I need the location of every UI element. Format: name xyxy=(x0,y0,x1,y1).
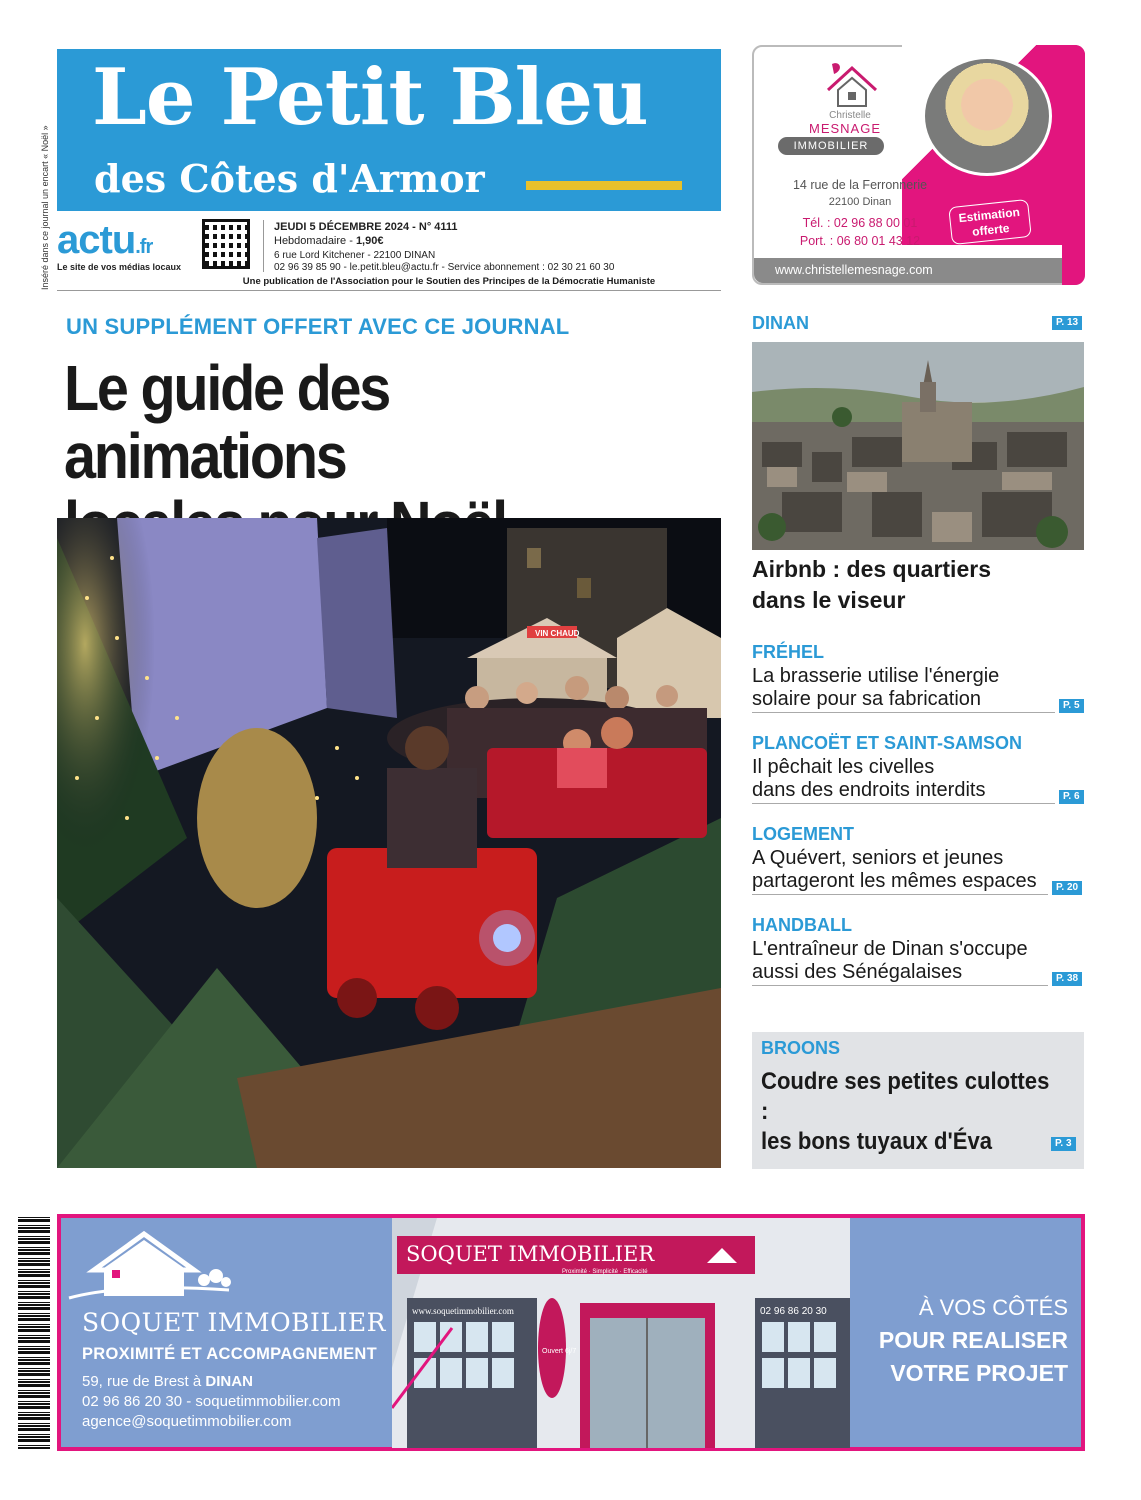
story-kicker-broons: BROONS xyxy=(761,1038,841,1058)
page-tag-dinan[interactable]: P. 13 xyxy=(1052,316,1082,330)
story-kicker-handball: HANDBALL xyxy=(752,915,852,935)
story-title-plancoet-line1: Il pêchait les civelles xyxy=(752,756,935,778)
publisher-line: Une publication de l'Association pour le Soutien des Principes de la Démocratie Humaniste xyxy=(242,276,656,287)
agent-portrait xyxy=(922,56,1052,176)
story-rule-logement xyxy=(752,894,1048,895)
story-title-frehel-line1: La brasserie utilise l'énergie xyxy=(752,665,1000,687)
story-title-logement[interactable] xyxy=(752,847,1082,893)
agent-business: IMMOBILIER xyxy=(778,137,884,155)
ad-pink-band xyxy=(1062,45,1085,285)
soquet-address xyxy=(82,1373,253,1390)
ad-city: 22100 Dinan xyxy=(828,196,892,208)
story-kicker-dinan: DINAN xyxy=(752,313,809,333)
page-tag-handball[interactable]: P. 38 xyxy=(1052,972,1082,986)
barcode xyxy=(18,1217,50,1449)
story-title-frehel-line2: solaire pour sa fabrication xyxy=(752,688,982,710)
qr-code-icon[interactable] xyxy=(202,219,250,269)
newsroom-address: 6 rue Lord Kitchener - 22100 DINAN xyxy=(274,250,436,261)
story-rule-plancoet xyxy=(752,803,1055,804)
estimation-badge-line2: offerte xyxy=(971,221,1011,239)
soquet-house-logo-icon xyxy=(64,1228,234,1308)
actu-logo-text: actu xyxy=(57,218,136,262)
side-note-text: Inséré dans ce journal un encart « Noël » xyxy=(40,125,50,290)
masthead-title: Le Petit Bleu xyxy=(92,52,648,143)
story-title-handball-line2: aussi des Sénégalaises xyxy=(752,961,963,983)
issue-frequency: Hebdomadaire - xyxy=(274,235,356,247)
soquet-claim-line3: VOTRE PROJET xyxy=(890,1360,1068,1386)
story-title-dinan-line2: dans le viseur xyxy=(752,587,906,613)
story-title-broons-line2: les bons tuyaux d'Éva xyxy=(761,1128,993,1155)
agent-last-name: MESNAGE xyxy=(808,121,881,136)
story-kicker-logement: LOGEMENT xyxy=(752,824,854,844)
agent-first-name: Christelle xyxy=(829,110,871,121)
shop-phone-text: 02 96 86 20 30 xyxy=(760,1306,827,1317)
dinan-photo-illustration xyxy=(752,342,1084,550)
story-kicker-plancoet: PLANCOËT ET SAINT-SAMSON xyxy=(752,733,1023,753)
issue-price: 1,90€ xyxy=(355,235,384,247)
page-tag-logement[interactable]: P. 20 xyxy=(1052,881,1082,895)
story-rule-handball xyxy=(752,985,1048,986)
ad-street: 14 rue de la Ferronnerie xyxy=(792,178,928,192)
actu-logo-tld: .fr xyxy=(135,236,153,258)
page-tag-plancoet[interactable]: P. 6 xyxy=(1059,790,1084,804)
story-title-handball-line1: L'entraîneur de Dinan s'occupe xyxy=(752,938,1028,960)
page-tag-frehel[interactable]: P. 5 xyxy=(1059,699,1084,713)
issue-date: JEUDI 5 DÉCEMBRE 2024 - N° 4111 xyxy=(274,221,458,233)
story-title-plancoet[interactable] xyxy=(752,756,1082,802)
story-title-broons[interactable] xyxy=(761,1067,1055,1157)
main-headline-line1: Le guide des animations xyxy=(64,352,390,492)
shop-open-text: Ouvert 6j/7 xyxy=(542,1348,577,1355)
ad-telephone[interactable]: Tél. : 02 96 88 00 01 xyxy=(802,216,918,230)
house-logo-icon xyxy=(822,60,882,112)
soquet-name: SOQUET IMMOBILIER xyxy=(82,1308,386,1337)
main-photo-christmas-train[interactable] xyxy=(57,518,721,1168)
shop-sign-tagline: Proximité · Simplicité · Efficacité xyxy=(562,1269,648,1275)
soquet-claim-line1: À VOS CÔTÉS xyxy=(918,1295,1068,1320)
soquet-address-city: DINAN xyxy=(205,1373,253,1390)
shop-sign-text: SOQUET IMMOBILIER xyxy=(406,1242,655,1266)
soquet-address-street: 59, rue de Brest à xyxy=(82,1373,206,1390)
dinan-aerial-photo[interactable] xyxy=(752,342,1084,550)
story-title-logement-line2: partageront les mêmes espaces xyxy=(752,870,1037,892)
side-note xyxy=(22,110,62,310)
soquet-email[interactable]: agence@soquetimmobilier.com xyxy=(82,1413,292,1430)
ad-website-link[interactable]: www.christellemesnage.com xyxy=(775,263,933,277)
actu-logo[interactable] xyxy=(57,218,152,263)
soquet-phone-web[interactable]: 02 96 86 20 30 - soquetimmobilier.com xyxy=(82,1393,341,1410)
main-kicker: UN SUPPLÉMENT OFFERT AVEC CE JOURNAL xyxy=(66,314,570,339)
story-title-broons-line1: Coudre ses petites culottes : xyxy=(761,1068,1050,1125)
soquet-claim-line2: POUR REALISER xyxy=(878,1327,1068,1353)
story-kicker-frehel: FRÉHEL xyxy=(752,642,824,662)
newsroom-contact: 02 96 39 85 90 - le.petit.bleu@actu.fr - Service abonnement : 02 30 21 60 30 xyxy=(274,262,615,273)
story-title-logement-line1: A Quévert, seniors et jeunes xyxy=(752,847,1004,869)
photo-sign-text: VIN CHAUD xyxy=(535,629,580,638)
shopfront-illustration xyxy=(392,1218,850,1448)
main-photo-illustration xyxy=(57,518,721,1168)
issue-frequency-price xyxy=(274,235,383,247)
estimation-badge-line1: Estimation xyxy=(958,204,1021,226)
actu-tagline: Le site de vos médias locaux xyxy=(57,262,182,272)
ad-mobile[interactable]: Port. : 06 80 01 43 12 xyxy=(799,234,921,248)
story-rule-frehel xyxy=(752,712,1055,713)
soquet-shopfront-photo[interactable] xyxy=(392,1218,850,1448)
masthead-accent-bar xyxy=(526,181,682,190)
soquet-slogan: PROXIMITÉ ET ACCOMPAGNEMENT xyxy=(82,1345,378,1363)
masthead-subtitle: des Côtes d'Armor xyxy=(94,156,485,201)
story-title-dinan[interactable] xyxy=(752,554,1082,616)
header-rule xyxy=(57,290,721,291)
story-title-handball[interactable] xyxy=(752,938,1082,984)
story-title-dinan-line1: Airbnb : des quartiers xyxy=(752,556,991,582)
story-title-frehel[interactable] xyxy=(752,665,1082,711)
shop-web-text: www.soquetimmobilier.com xyxy=(412,1306,514,1316)
page-tag-broons[interactable]: P. 3 xyxy=(1051,1137,1076,1151)
info-divider xyxy=(263,220,264,272)
story-title-plancoet-line2: dans des endroits interdits xyxy=(752,779,986,801)
